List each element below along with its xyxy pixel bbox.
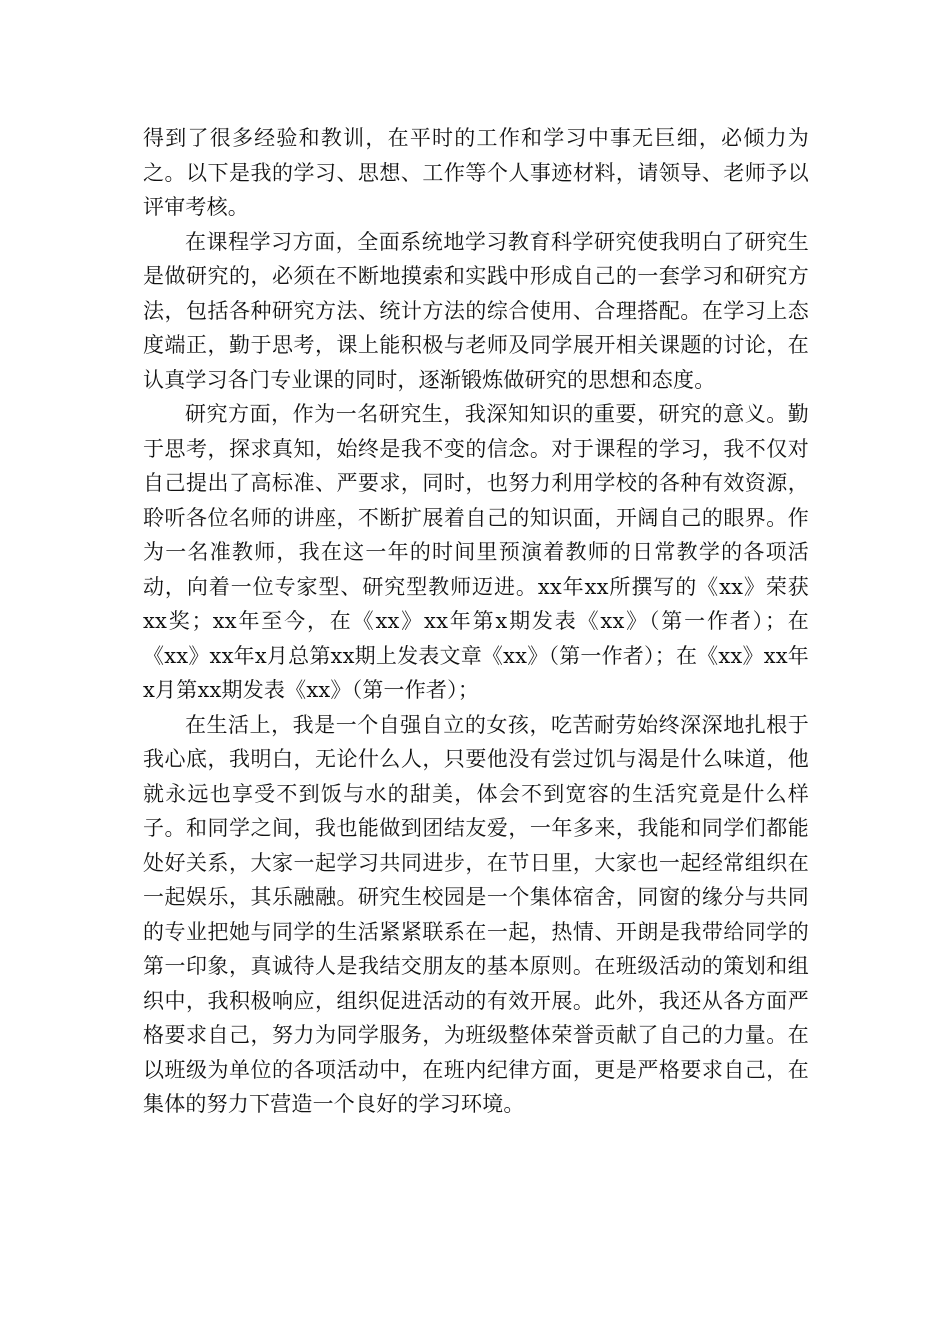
paragraph-life: 在生活上，我是一个自强自立的女孩，吃苦耐劳始终深深地扎根于我心底，我明白，无论什么人，只要他没有尝过饥与渴是什么味道，他就永远也享受不到饭与水的甜美，体会不到宽容的生活究竟是什么样子。和同学之间，我也能做到团结友爱，一年多来，我能和同学们都能处好关系，大家一起学习共同进步，在节日里，大家也一起经常组织在一起娱乐，其乐融融。研究生校园是一个集体宿舍，同窗的缘分与共同的专业把她与同学的生活紧紧联系在一起，热情、开朗是我带给同学的第一印象，真诚待人是我结交朋友的基本原则。在班级活动的策划和组织中，我积极响应，组织促进活动的有效开展。此外，我还从各方面严格要求自己，努力为同学服务，为班级整体荣誉贡献了自己的力量。在以班级为单位的各项活动中，在班内纪律方面，更是严格要求自己，在集体的努力下营造一个良好的学习环境。	[143, 712, 809, 1116]
document-body	[143, 121, 809, 1122]
paragraph-course-study: 在课程学习方面，全面系统地学习教育科学研究使我明白了研究生是做研究的，必须在不断地摸索和实践中形成自己的一套学习和研究方法，包括各种研究方法、统计方法的综合使用、合理搭配。在学习上态度端正，勤于思考，课上能积极与老师及同学展开相关课题的讨论，在认真学习各门专业课的同时，逐渐锻炼做研究的思想和态度。	[143, 229, 809, 392]
paragraph-intro: 得到了很多经验和教训，在平时的工作和学习中事无巨细，必倾力为之。以下是我的学习、思想、工作等个人事迹材料，请领导、老师予以评审考核。	[143, 126, 809, 219]
paragraph-research: 研究方面，作为一名研究生，我深知知识的重要，研究的意义。勤于思考，探求真知，始终是我不变的信念。对于课程的学习，我不仅对自己提出了高标准、严要求，同时，也努力利用学校的各种有效资源，聆听各位名师的讲座，不断扩展着自己的知识面，开阔自己的眼界。作为一名准教师，我在这一年的时间里预演着教师的日常教学的各项活动，向着一位专家型、研究型教师迈进。xx年xx所撰写的《xx》荣获xx奖；xx年至今，在《xx》xx年第x期发表《xx》（第一作者）；在《xx》xx年x月总第xx期上发表文章《xx》（第一作者）；在《xx》xx年x月第xx期发表《xx》（第一作者）；	[143, 402, 809, 702]
